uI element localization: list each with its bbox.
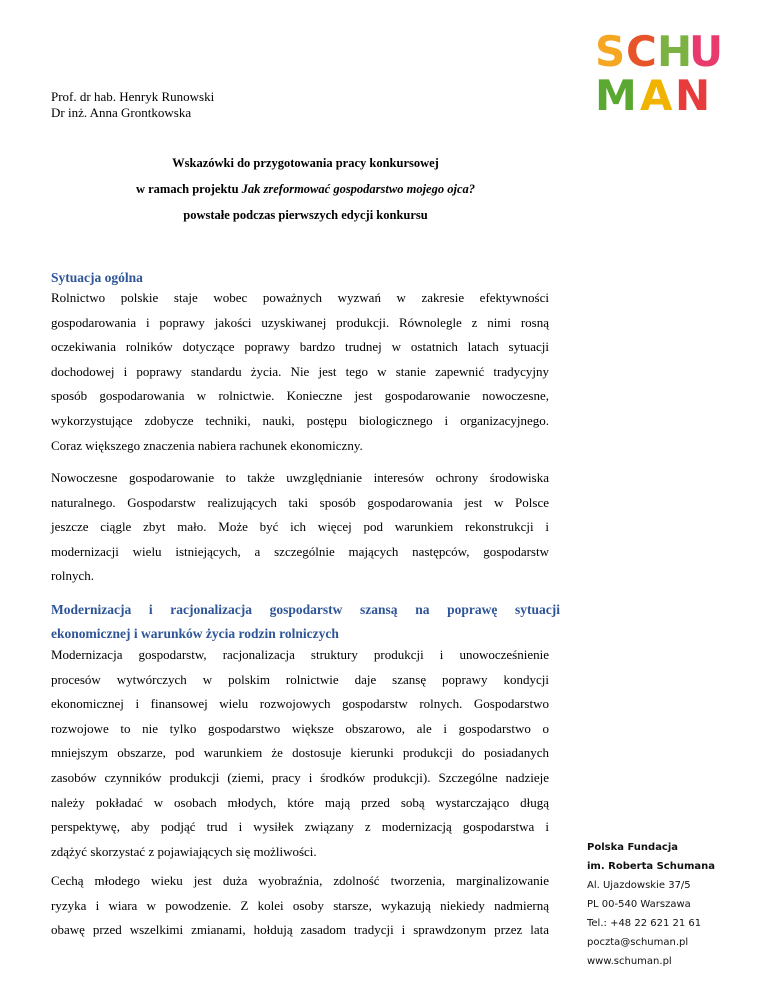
logo-letter: U	[689, 28, 724, 76]
document-title	[51, 150, 560, 228]
logo-letter: H	[657, 28, 693, 76]
author-2: Dr inż. Anna Grontkowska	[51, 105, 192, 120]
section-heading-2-line-2: ekonomicznej i warunków życia rodzin rolniczych	[51, 626, 339, 641]
foundation-name-2: im. Roberta Schumana	[587, 861, 715, 872]
title-line-2: w ramach projektu Jak zreformować gospodarstwo mojego ojca?	[135, 182, 475, 196]
logo-letter: S	[595, 28, 626, 76]
paragraph: Nowoczesne gospodarowanie to także uwzględnianie interesów ochrony środowiska naturalnego. Gospodarstw realizujących taki sposób gospodarowania jest w Polsce jeszcze ciągle zbyt mało. Może być ich więcej pod warunkiem rekonstrukcji i modernizacji wielu istniejących, a szczególnie mających następców, gospodarstw rolnych.	[51, 470, 549, 584]
email: poczta@schuman.pl	[587, 937, 689, 948]
title-line-3: powstałe podczas pierwszych edycji konkursu	[183, 208, 428, 222]
address-street: Al. Ujazdowskie 37/5	[587, 880, 691, 891]
author-1: Prof. dr hab. Henryk Runowski	[51, 89, 215, 104]
foundation-name-1: Polska Fundacja	[587, 842, 679, 853]
section-heading-2-line-1: Modernizacja i racjonalizacja gospodarstw szansą na poprawę sytuacji	[51, 602, 560, 617]
phone: Tel.: +48 22 621 21 61	[587, 918, 702, 929]
paragraph: Cechą młodego wieku jest duża wyobraźnia, zdolność tworzenia, marginalizowanie ryzyka i wiara w powodzenie. Z kolei osoby starsze, wykazują niekiedy nadmierną obawę przed wszelkimi zmianami, hołdują zasadom tradycji i sprawdzonym przez lata	[51, 873, 549, 938]
schuman-logo	[595, 28, 725, 113]
authors	[51, 89, 214, 121]
project-name: Jak zreformować gospodarstwo mojego ojca?	[241, 182, 475, 196]
title-line-1: Wskazówki do przygotowania pracy konkursowej	[172, 156, 439, 170]
logo-letter: A	[640, 71, 673, 113]
logo-letter: C	[626, 28, 657, 76]
paragraph: Rolnictwo polskie staje wobec poważnych wyzwań w zakresie efektywności gospodarowania i poprawy jakości uzyskiwanej produkcji. Równolegle z nimi rosną oczekiwania rolników dotyczące poprawy bardzo trudnej w ostatnich latach sytuacji dochodowej i poprawy standardu życia. Nie jest tego w stanie zapewnić tradycyjny sposób gospodarowania w rolnictwie. Konieczne jest gospodarowanie nowoczesne, wykorzystujące zdobycze techniki, nauki, postępu biologicznego i organizacyjnego. Coraz większego znaczenia nabiera rachunek ekonomiczny.	[51, 290, 549, 453]
website: www.schuman.pl	[587, 956, 672, 967]
logo-letter: N	[675, 71, 711, 113]
address-city: PL 00-540 Warszawa	[587, 899, 691, 910]
foundation-contact	[587, 838, 715, 971]
logo-letter: M	[595, 71, 637, 113]
paragraph: Modernizacja gospodarstw, racjonalizacja struktury produkcji i unowocześnienie procesów wytwórczych w polskim rolnictwie daje szansę poprawy kondycji ekonomicznej i finansowej wielu rozwojowych gospodarstw rolnych. Gospodarstwo rozwojowe to nie tylko gospodarstwo większe obszarowo, ale i gospodarstwo o mniejszym obszarze, pod warunkiem że dostosuje kierunki produkcji do posiadanych zasobów czynników produkcji (ziemi, pracy i środków produkcji). Szczególne nadzieje należy pokładać w osobach młodych, które mają przed sobą wystarczająco długą perspektywę, aby podjąć trud i wysiłek związany z modernizacją gospodarstwa i zdążyć skorzystać z pojawiających się możliwości.	[51, 647, 549, 859]
section-heading-1: Sytuacja ogólna	[51, 270, 143, 285]
